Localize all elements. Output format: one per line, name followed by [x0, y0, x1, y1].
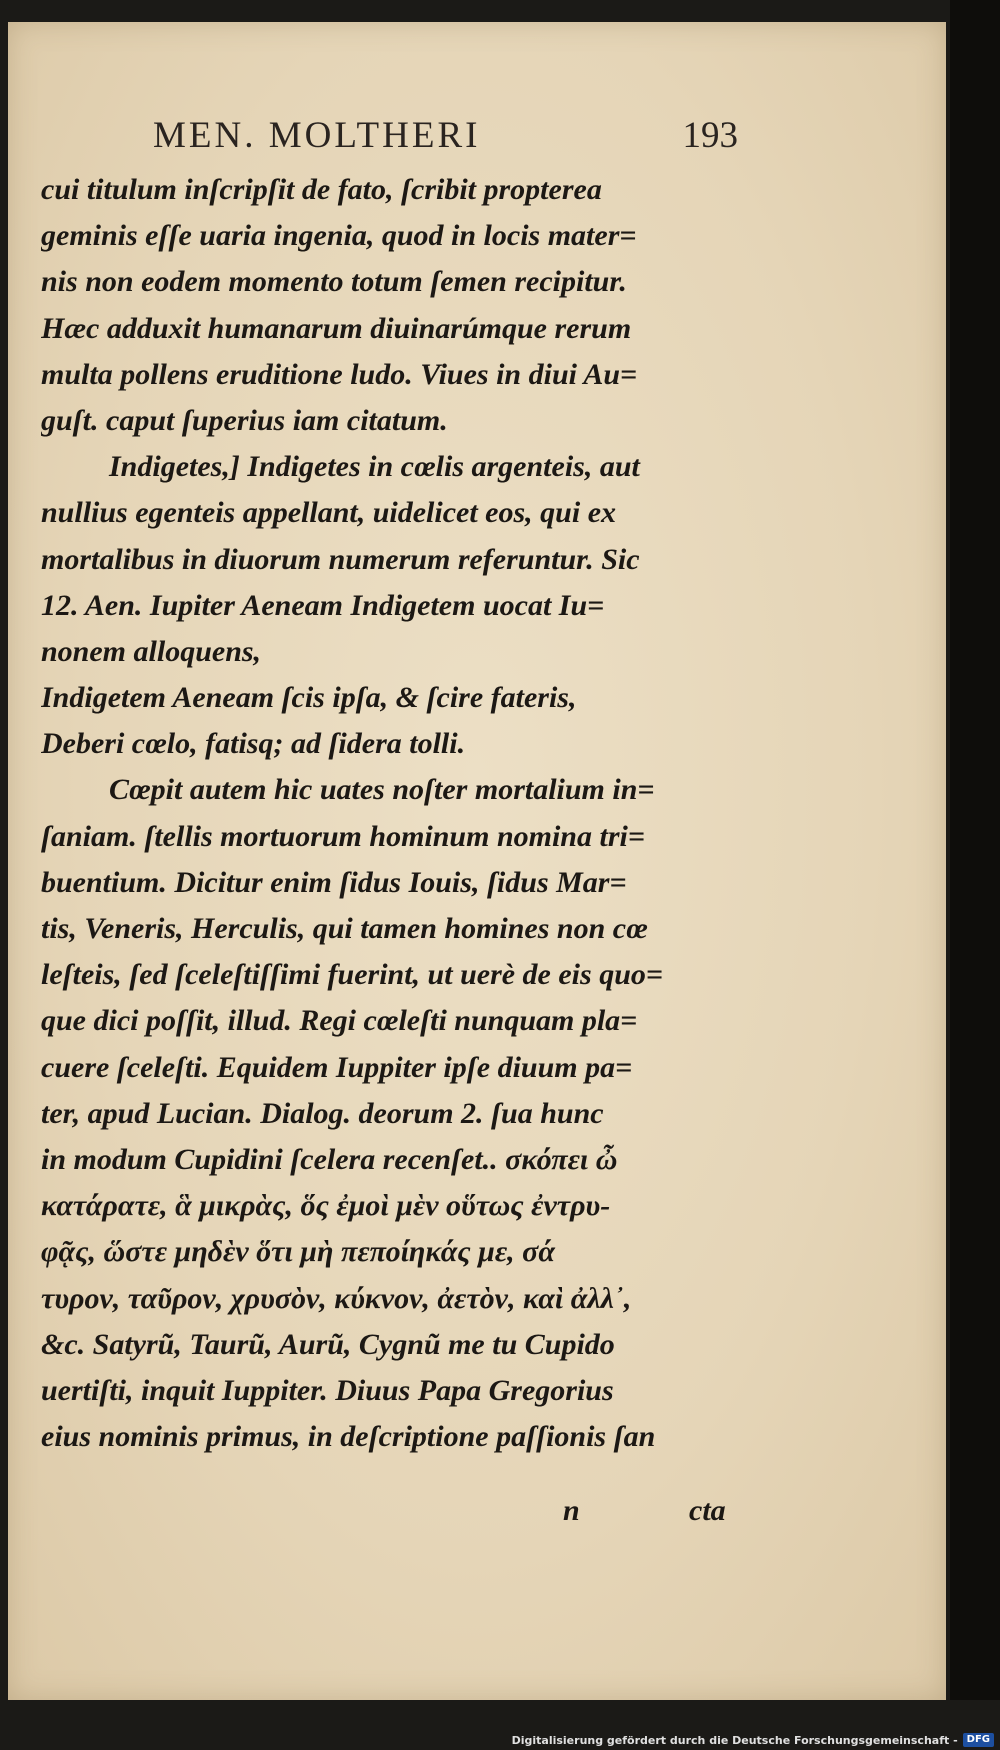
- text-line: buentium. Dicitur enim ſidus Iouis, ſidus Mar=: [41, 865, 627, 899]
- text-line: nullius egenteis appellant, uidelicet eos, qui ex: [41, 496, 617, 530]
- text-line: que dici poſſit, illud. Regi cœleſti nunquam pla=: [41, 1004, 638, 1038]
- text-line: geminis eſſe uaria ingenia, quod in locis mater=: [41, 219, 637, 253]
- digitization-note: Digitalisierung gefördert durch die Deutsche Forschungsgemeinschaft -: [511, 1733, 958, 1747]
- signature-mark: n: [563, 1494, 580, 1527]
- greek-line: κατάρατε, ἃ μικρὰς, ὅς ἐμοὶ μὲν οὕτως ἐντρυ-: [41, 1189, 611, 1223]
- running-title: MEN. MOLTHERI: [153, 115, 481, 156]
- dfg-logo-icon: DFG: [963, 1733, 994, 1747]
- digitization-credit: [512, 1733, 994, 1747]
- text-line: Indigetes,] Indigetes in cœlis argenteis, aut: [109, 450, 640, 484]
- catchword: cta: [689, 1494, 726, 1527]
- text-line: nonem alloquens,: [41, 634, 262, 668]
- page-number: 193: [682, 115, 738, 156]
- greek-line: τυρον, ταῦρον, χρυσὸν, κύκνον, ἀετὸν, καὶ ἀλλ᾽,: [41, 1281, 632, 1315]
- text-line: cuere ſceleſti. Equidem Iuppiter ipſe diuum pa=: [41, 1050, 633, 1084]
- book-spine-edge: [950, 0, 1000, 1700]
- text-line: ter, apud Lucian. Dialog. deorum 2. ſua hunc: [41, 1096, 604, 1130]
- text-line: in modum Cupidini ſcelera recenſet.. σκόπει ὦ: [41, 1142, 618, 1176]
- text-line: ſaniam. ſtellis mortuorum hominum nomina tri=: [41, 819, 645, 853]
- verse-line: Indigetem Aeneam ſcis ipſa, & ſcire fateris,: [41, 681, 577, 715]
- text-line: &c. Satyrũ, Taurũ, Aurũ, Cygnũ me tu Cupido: [41, 1327, 615, 1361]
- verse-line: Deberi cœlo, fatisq; ad ſidera tolli.: [41, 727, 466, 761]
- text-line: tis, Veneris, Herculis, qui tamen homines non cœ: [41, 912, 648, 945]
- text-line: multa pollens eruditione ludo. Viues in diui Au=: [41, 357, 638, 391]
- text-line: cui titulum inſcripſit de fato, ſcribit propterea: [41, 173, 602, 206]
- text-line: mortalibus in diuorum numerum referuntur. Sic: [41, 542, 640, 576]
- text-line: Hæc adduxit humanarum diuinarúmque rerum: [41, 311, 632, 345]
- page-footer: [41, 1494, 741, 1544]
- text-line: nis non eodem momento totum ſemen recipitur.: [41, 265, 627, 299]
- body-text: [41, 167, 741, 1460]
- text-line: eius nominis primus, in deſcriptione paſſionis ſan: [41, 1420, 656, 1454]
- book-page: [8, 22, 946, 1700]
- text-line: uertiſti, inquit Iuppiter. Diuus Papa Gregorius: [41, 1373, 614, 1407]
- text-line: 12. Aen. Iupiter Aeneam Indigetem uocat Iu=: [41, 588, 605, 622]
- text-line: leſteis, ſed ſceleſtiſſimi fuerint, ut uerè de eis quo=: [41, 958, 663, 992]
- text-line: guſt. caput ſuperius iam citatum.: [41, 403, 448, 437]
- greek-line: φᾷς, ὥστε μηδὲν ὅτι μὴ πεποίηκάς με, σά: [41, 1235, 555, 1269]
- text-line: Cœpit autem hic uates noſter mortalium in=: [109, 773, 655, 807]
- running-header: [153, 114, 738, 170]
